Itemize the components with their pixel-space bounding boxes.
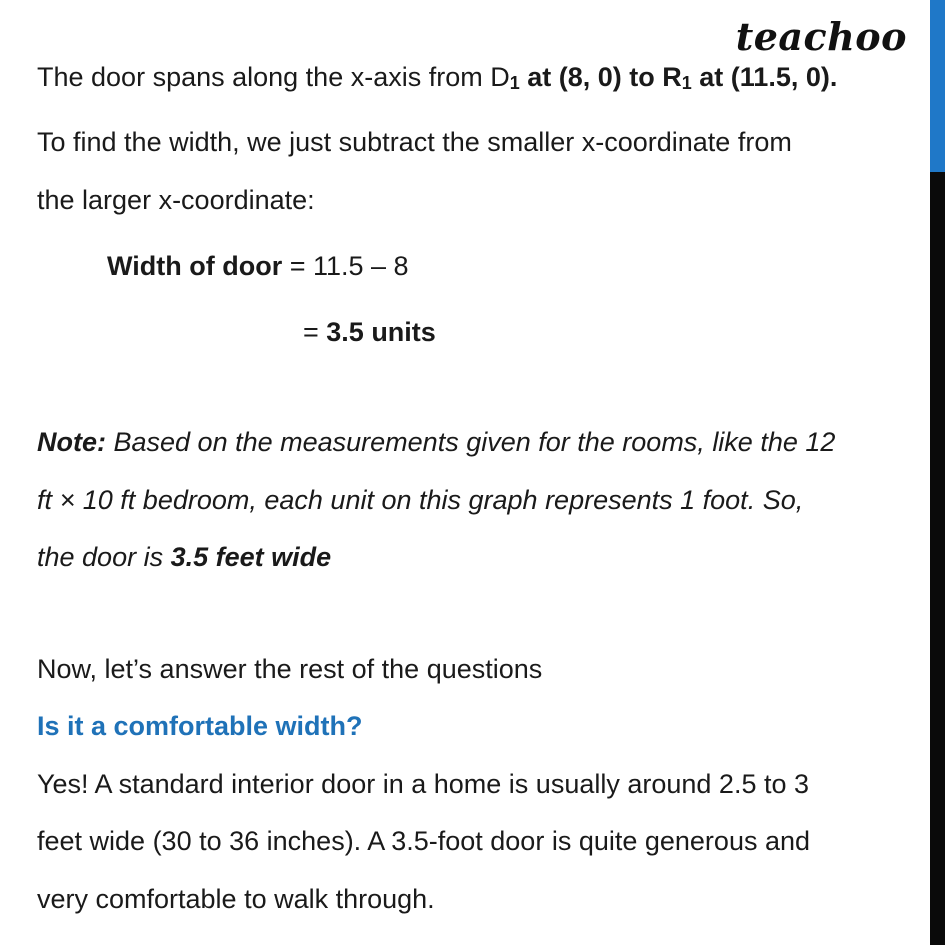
note-line-2: ft × 10 ft bedroom, each unit on this graph represents 1 foot. So, bbox=[37, 485, 804, 515]
transition-line: Now, let’s answer the rest of the questions bbox=[37, 654, 543, 684]
method-line-2: the larger x-coordinate: bbox=[37, 185, 315, 215]
note-line-3: the door is 3.5 feet wide bbox=[37, 542, 332, 572]
question-heading: Is it a comfortable width? bbox=[37, 711, 363, 741]
answer-line-2: feet wide (30 to 36 inches). A 3.5-foot door is quite generous and bbox=[37, 826, 811, 856]
width-result: = 3.5 units bbox=[303, 317, 436, 347]
width-calculation: Width of door = 11.5 – 8 bbox=[107, 251, 409, 281]
door-span-line: The door spans along the x-axis from D1 at (8, 0) to R1 at (11.5, 0). bbox=[37, 62, 838, 93]
answer-line-1: Yes! A standard interior door in a home is usually around 2.5 to 3 bbox=[37, 769, 809, 799]
answer-line-3: very comfortable to walk through. bbox=[37, 884, 435, 914]
note-line-1: Note: Based on the measurements given for the rooms, like the 12 bbox=[37, 427, 836, 457]
side-accent bbox=[930, 0, 945, 172]
teachoo-logo: teachoo bbox=[735, 14, 907, 59]
method-line-1: To find the width, we just subtract the smaller x-coordinate from bbox=[37, 127, 792, 157]
side-bar bbox=[930, 0, 945, 945]
